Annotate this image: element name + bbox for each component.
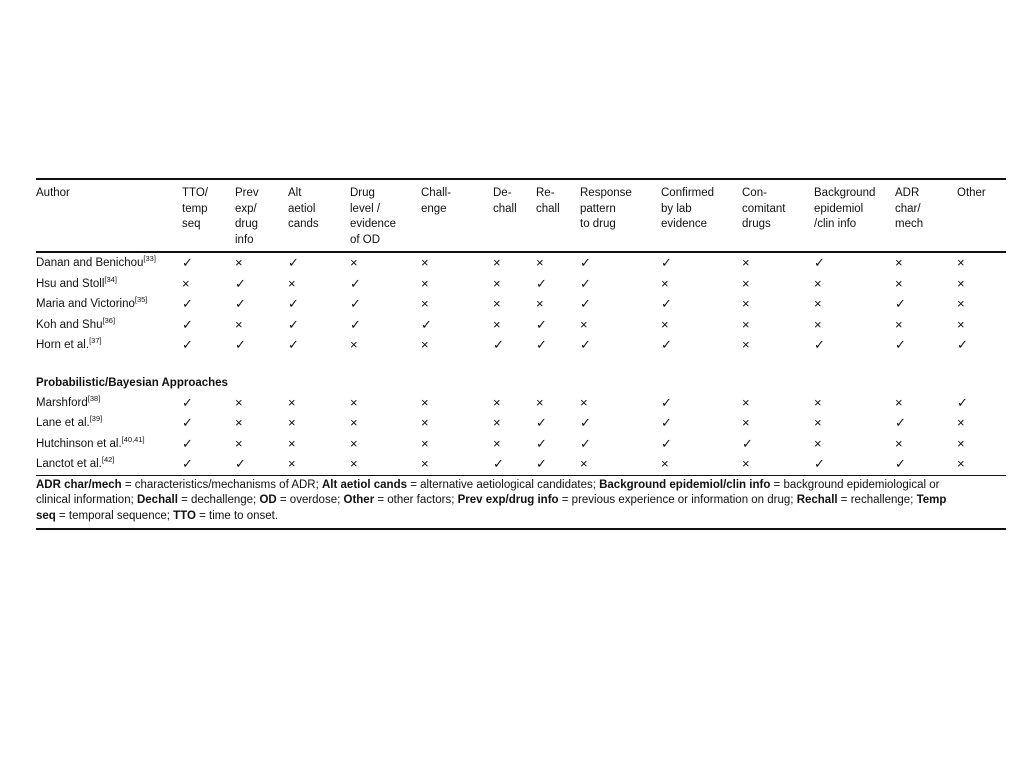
cross-mark: × — [421, 337, 429, 352]
column-header-line: pattern — [580, 202, 616, 215]
check-mark: ✓ — [493, 337, 504, 352]
cross-mark: × — [895, 275, 903, 291]
reference-number: [35] — [134, 295, 148, 304]
column-header — [895, 179, 957, 252]
cross-mark: × — [957, 435, 965, 451]
cross-mark: × — [288, 415, 296, 430]
check-mark: ✓ — [288, 296, 299, 311]
check-mark: ✓ — [182, 394, 193, 410]
cross-mark: × — [957, 255, 965, 270]
cross-mark: × — [957, 316, 965, 332]
column-header-line: by lab — [661, 202, 692, 215]
check-mark: ✓ — [814, 454, 895, 475]
column-header-line: Alt — [288, 187, 302, 199]
check-mark: ✓ — [350, 316, 361, 332]
column-header-line: comitant — [742, 202, 786, 215]
table-row — [36, 454, 1006, 475]
cross-mark: × — [895, 255, 903, 270]
check-mark: ✓ — [957, 394, 968, 410]
cross-mark: × — [661, 316, 669, 332]
column-header-line: mech — [895, 218, 924, 230]
cross-mark: × — [957, 296, 965, 311]
author-cell — [36, 274, 182, 295]
cross-mark: × — [493, 394, 501, 410]
footnote-term: Dechall — [136, 494, 178, 506]
cross-mark: × — [493, 435, 501, 451]
check-mark: ✓ — [182, 435, 193, 451]
author-cell — [36, 315, 182, 336]
footnote-definition: = temporal sequence; — [55, 509, 174, 522]
column-header-line: Prev — [235, 187, 259, 199]
footnote-definition: clinical information; — [36, 494, 137, 506]
column-header-line: info — [235, 233, 254, 246]
cross-mark: × — [814, 275, 822, 291]
cross-mark: × — [493, 296, 501, 311]
cross-mark: × — [580, 454, 661, 475]
cross-mark: × — [493, 316, 501, 332]
cross-mark: × — [536, 255, 544, 270]
check-mark: ✓ — [536, 316, 547, 332]
column-header-line: chall — [536, 202, 560, 215]
footnote-definition: = time to onset. — [195, 509, 279, 522]
reference-number: [33] — [143, 254, 156, 263]
column-header-line: temp — [182, 202, 208, 215]
check-mark: ✓ — [580, 275, 591, 291]
spacer-row — [36, 356, 1006, 364]
check-mark: ✓ — [661, 435, 672, 451]
column-header — [742, 179, 814, 252]
cross-mark: × — [814, 435, 822, 451]
table-row — [36, 335, 1006, 356]
cross-mark: × — [536, 296, 544, 311]
column-header-line: evidence — [350, 218, 397, 230]
footnote-term: Rechall — [796, 494, 838, 506]
column-header-line: /clin info — [814, 218, 857, 230]
reference-number: [34] — [104, 274, 117, 284]
column-header — [536, 179, 580, 252]
column-header-line: Chall- — [421, 187, 452, 199]
reference-number: [42] — [101, 455, 115, 464]
check-mark: ✓ — [235, 296, 246, 311]
check-mark: ✓ — [182, 255, 193, 270]
cross-mark: × — [493, 415, 501, 430]
column-header-line: Re- — [536, 187, 555, 199]
table-row — [36, 413, 1006, 434]
check-mark: ✓ — [288, 337, 299, 352]
column-header-line: ADR — [895, 187, 920, 199]
cross-mark: × — [235, 435, 243, 451]
reference-number: [40,41] — [121, 434, 145, 444]
cross-mark: × — [421, 415, 429, 430]
cross-mark: × — [421, 296, 429, 311]
cross-mark: × — [350, 394, 358, 410]
cross-mark: × — [235, 255, 243, 270]
cross-mark: × — [814, 296, 822, 311]
column-header-line: Response — [580, 187, 632, 199]
check-mark: ✓ — [814, 255, 825, 270]
cross-mark: × — [235, 415, 243, 430]
check-mark: ✓ — [895, 337, 906, 352]
table-row — [36, 274, 1006, 295]
check-mark: ✓ — [661, 255, 672, 270]
table-row — [36, 315, 1006, 336]
column-header-line: Other — [957, 187, 986, 199]
cross-mark: × — [661, 275, 669, 291]
column-header-line: cands — [288, 218, 319, 230]
cross-mark: × — [580, 394, 588, 410]
cross-mark: × — [742, 415, 750, 430]
cross-mark: × — [814, 316, 822, 332]
footnote-definition: = alternative aetiological candidates; — [407, 478, 600, 491]
column-header — [957, 179, 1006, 252]
cross-mark: × — [288, 275, 296, 291]
column-header-line: of OD — [350, 233, 381, 246]
reference-number: [39] — [89, 414, 103, 423]
cross-mark: × — [742, 255, 750, 270]
footnote-definition: = background epidemiological or — [770, 478, 940, 491]
footnote-term: TTO — [173, 509, 196, 522]
table-row — [36, 252, 1006, 274]
check-mark: ✓ — [182, 316, 193, 332]
table-footnote — [36, 476, 1006, 531]
footnote-definition: = dechallenge; — [177, 494, 260, 506]
check-mark: ✓ — [895, 415, 906, 430]
author-cell — [36, 454, 182, 475]
cross-mark: × — [421, 454, 493, 475]
author-name: Horn et al. — [36, 339, 90, 351]
footnote-term: Alt aetiol cands — [322, 478, 407, 491]
check-mark: ✓ — [536, 275, 547, 291]
column-header-line: Confirmed — [661, 187, 715, 199]
table-body — [36, 252, 1006, 475]
column-header-line: TTO/ — [182, 187, 208, 199]
cross-mark: × — [895, 316, 903, 332]
footnote-term: Background epidemiol/clin info — [599, 478, 771, 491]
column-header-line: exp/ — [235, 202, 257, 215]
cross-mark: × — [421, 275, 429, 291]
footnote-term: Temp — [916, 494, 947, 506]
column-header-line: seq — [182, 218, 201, 230]
cross-mark: × — [288, 394, 296, 410]
check-mark: ✓ — [814, 337, 825, 352]
cross-mark: × — [957, 454, 1006, 475]
cross-mark: × — [814, 415, 822, 430]
check-mark: ✓ — [661, 394, 672, 410]
column-header-line: to drug — [580, 218, 616, 230]
cross-mark: × — [421, 435, 429, 451]
check-mark: ✓ — [580, 337, 591, 352]
check-mark: ✓ — [182, 296, 193, 311]
cross-mark: × — [580, 316, 588, 332]
check-mark: ✓ — [580, 435, 591, 451]
column-header-line: Drug — [350, 187, 375, 199]
column-header-line: enge — [421, 202, 447, 215]
check-mark: ✓ — [235, 275, 246, 291]
check-mark: ✓ — [536, 454, 580, 475]
check-mark: ✓ — [580, 296, 591, 311]
check-mark: ✓ — [580, 255, 591, 270]
cross-mark: × — [957, 275, 965, 291]
footnote-term: Prev exp/drug info — [457, 494, 559, 506]
column-header-line: level / — [350, 202, 381, 215]
footnote-term: seq — [36, 509, 56, 522]
author-cell — [36, 294, 182, 315]
cross-mark: × — [895, 435, 903, 451]
section-row — [36, 364, 1006, 393]
cross-mark: × — [493, 255, 501, 270]
footnote-definition: = rechallenge; — [837, 494, 917, 506]
column-header-line: chall — [493, 202, 517, 215]
cross-mark: × — [742, 316, 750, 332]
cross-mark: × — [493, 275, 501, 291]
column-header — [493, 179, 536, 252]
header-row — [36, 179, 1006, 252]
check-mark: ✓ — [536, 415, 547, 430]
author-cell — [36, 393, 182, 414]
column-header-line: Con- — [742, 187, 767, 199]
author-cell — [36, 335, 182, 356]
check-mark: ✓ — [895, 296, 906, 311]
check-mark: ✓ — [350, 296, 361, 311]
column-header — [580, 179, 661, 252]
table-row — [36, 434, 1006, 455]
author-name: Lane et al. — [36, 417, 90, 429]
column-header-line: Background — [814, 187, 876, 199]
footnote-definition: = other factors; — [374, 494, 458, 506]
author-cell — [36, 252, 182, 274]
check-mark: ✓ — [580, 415, 591, 430]
cross-mark: × — [288, 435, 296, 451]
section-title: Probabilistic/Bayesian Approaches — [36, 376, 228, 389]
cross-mark: × — [742, 275, 750, 291]
check-mark: ✓ — [235, 454, 288, 475]
footnote-term: ADR char/mech — [36, 478, 122, 491]
check-mark: ✓ — [182, 454, 235, 475]
check-mark: ✓ — [661, 415, 672, 430]
check-mark: ✓ — [957, 337, 968, 352]
reference-number: [38] — [87, 393, 101, 403]
cross-mark: × — [661, 454, 742, 475]
column-header-line: De- — [493, 187, 512, 199]
cross-mark: × — [957, 415, 965, 430]
column-header — [814, 179, 895, 252]
author-name: Lanctot et al. — [36, 458, 102, 470]
column-header — [182, 179, 235, 252]
footnote-definition: = characteristics/mechanisms of ADR; — [121, 478, 322, 491]
check-mark: ✓ — [661, 296, 672, 311]
cross-mark: × — [742, 454, 814, 475]
table-row — [36, 393, 1006, 414]
author-name: Maria and Victorino — [36, 298, 135, 310]
author-name: Hsu and Stoll — [36, 277, 105, 290]
author-name: Marshford — [36, 396, 88, 409]
check-mark: ✓ — [421, 316, 432, 332]
cross-mark: × — [742, 337, 750, 352]
comparison-table — [36, 178, 1006, 476]
column-header — [36, 179, 182, 252]
check-mark: ✓ — [661, 337, 672, 352]
check-mark: ✓ — [742, 435, 753, 451]
check-mark: ✓ — [350, 275, 361, 291]
cross-mark: × — [182, 275, 190, 291]
cross-mark: × — [421, 255, 429, 270]
check-mark: ✓ — [235, 337, 246, 352]
check-mark: ✓ — [182, 415, 193, 430]
author-name: Hutchinson et al. — [36, 437, 122, 450]
check-mark: ✓ — [288, 255, 299, 270]
cross-mark: × — [350, 454, 421, 475]
comparison-table-container — [36, 178, 1006, 530]
cross-mark: × — [350, 337, 358, 352]
check-mark: ✓ — [182, 337, 193, 352]
column-header-line: drug — [235, 218, 259, 230]
cross-mark: × — [235, 316, 243, 332]
cross-mark: × — [742, 296, 750, 311]
footnote-term: OD — [259, 494, 277, 506]
column-header-line: epidemiol — [814, 202, 864, 215]
column-header — [350, 179, 421, 252]
check-mark: ✓ — [536, 435, 547, 451]
column-header-line: evidence — [661, 218, 708, 230]
author-cell — [36, 413, 182, 434]
column-header — [421, 179, 493, 252]
cross-mark: × — [350, 435, 358, 451]
cross-mark: × — [288, 454, 350, 475]
author-cell — [36, 434, 182, 455]
cross-mark: × — [421, 394, 429, 410]
cross-mark: × — [895, 394, 903, 410]
reference-number: [36] — [102, 315, 116, 325]
column-header-line: drugs — [742, 218, 771, 230]
author-name: Danan and Benichou — [36, 257, 144, 269]
check-mark: ✓ — [493, 454, 536, 475]
cross-mark: × — [814, 394, 822, 410]
footnote-definition: = overdose; — [276, 494, 344, 506]
reference-number: [37] — [89, 336, 102, 345]
footnote-term: Other — [343, 494, 375, 506]
column-header-line: aetiol — [288, 202, 316, 215]
table-row — [36, 294, 1006, 315]
cross-mark: × — [350, 255, 358, 270]
author-name: Koh and Shu — [36, 318, 103, 331]
column-header — [235, 179, 288, 252]
cross-mark: × — [235, 394, 243, 410]
footnote-definition: = previous experience or information on drug; — [558, 494, 797, 506]
column-header — [661, 179, 742, 252]
check-mark: ✓ — [895, 454, 957, 475]
column-header-line: Author — [36, 187, 70, 199]
check-mark: ✓ — [536, 337, 547, 352]
column-header — [288, 179, 350, 252]
cross-mark: × — [742, 394, 750, 410]
check-mark: ✓ — [288, 316, 299, 332]
cross-mark: × — [350, 415, 358, 430]
spacer-cell — [36, 356, 1006, 364]
cross-mark: × — [536, 394, 544, 410]
column-header-line: char/ — [895, 202, 921, 215]
